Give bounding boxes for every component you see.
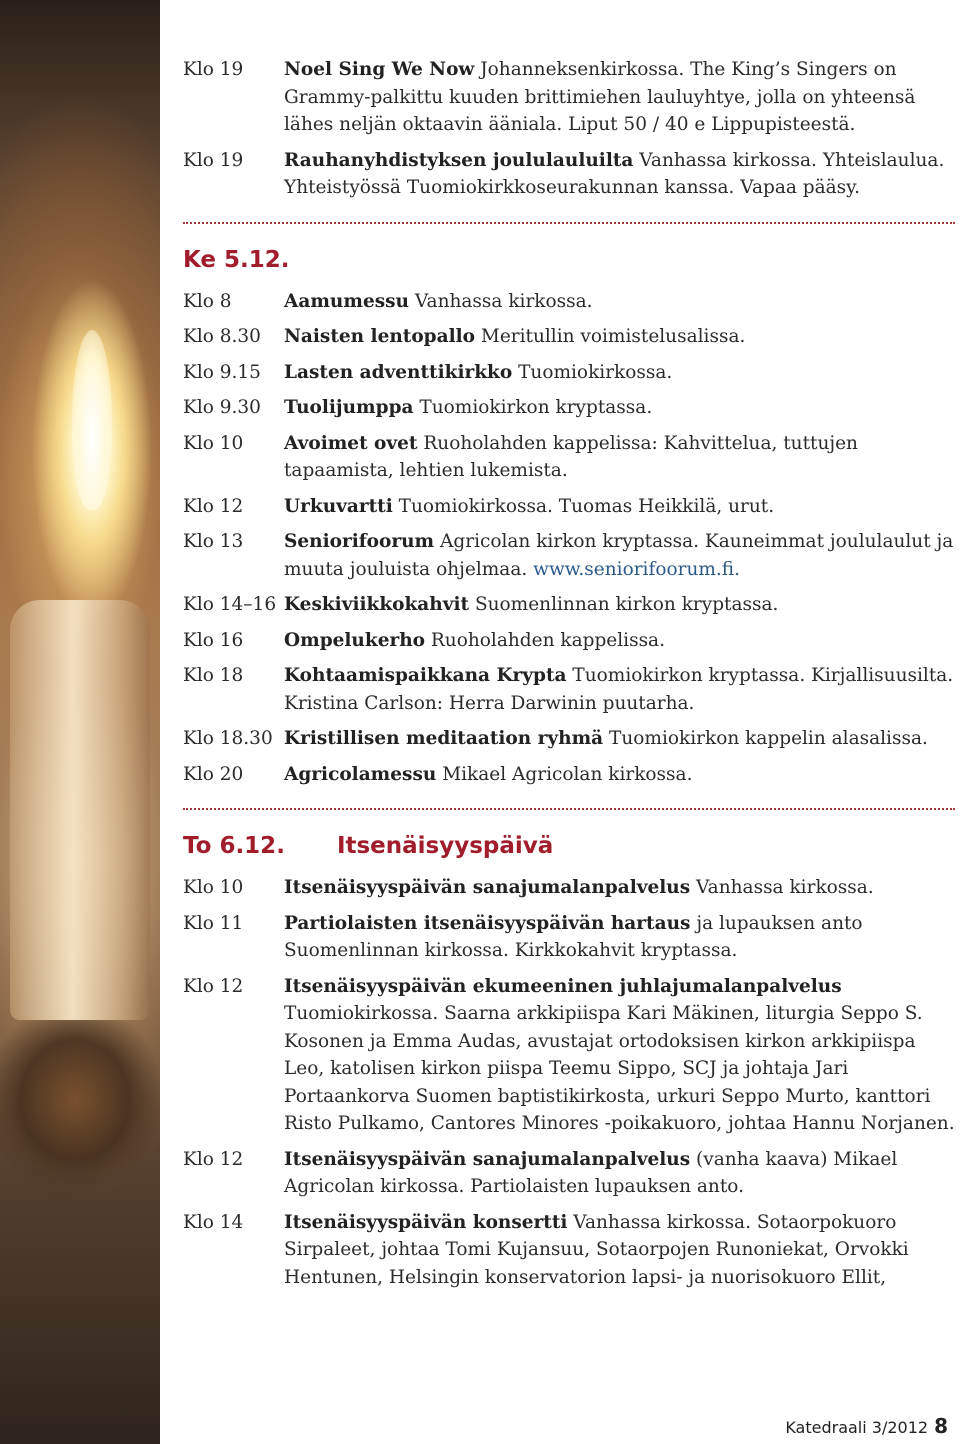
event-description (284, 288, 955, 316)
candle-body (10, 600, 150, 1020)
event-text: Meritullin voimistelusalissa. (475, 326, 746, 347)
event-text: Ruoholahden kappelissa: Kahvittelua, tuttujen tapaamista, lehtien lukemista. (284, 432, 858, 481)
event-time: Klo 8.30 (183, 326, 261, 347)
event-time: Klo 10 (183, 432, 244, 454)
event-title: Lasten adventtikirkko (284, 361, 513, 383)
event-time: Klo 14 (183, 1211, 244, 1233)
event-text: Vanhassa kirkossa. Sotaorpokuoro Sirpaleet, johtaa Tomi Kujansuu, Sotaorpojen Runoniekat, Orvokki Hentunen, Helsingin konservatorion lapsi- ja nuorisokuoro Ellit, (284, 1211, 909, 1288)
event-text: ja lupauksen anto Suomenlinnan kirkossa. Kirkkokahvit kryptassa. (284, 912, 863, 961)
event-row (183, 528, 955, 583)
event-time: Klo 10 (183, 877, 244, 898)
event-description (284, 493, 955, 521)
event-title: Itsenäisyyspäivän sanajumalanpalvelus (284, 1148, 691, 1170)
event-row (183, 323, 955, 351)
event-row (183, 725, 955, 753)
event-title: Kristillisen meditaation ryhmä (284, 728, 604, 749)
event-row (183, 493, 955, 521)
event-description (284, 874, 955, 902)
event-title: Urkuvartti (284, 495, 393, 517)
page-footer (785, 1414, 948, 1438)
event-description (284, 323, 955, 351)
event-description (284, 591, 955, 619)
event-description (284, 528, 955, 583)
day-heading: Ke 5.12. (183, 246, 290, 273)
event-row (183, 662, 955, 717)
event-time: Klo 16 (183, 629, 244, 651)
event-text: Vanhassa kirkossa. Yhteislaulua. Yhteistyössä Tuomiokirkkoseurakunnan kanssa. Vapaa pääsy. (284, 149, 945, 198)
event-time: Klo 19 (183, 59, 244, 80)
dotted-divider (183, 222, 955, 224)
event-time: Klo 11 (183, 912, 244, 934)
event-text: Tuomiokirkon kryptassa. Kirjallisuusilta. Kristina Carlson: Herra Darwinin puutarha. (284, 665, 954, 714)
event-row (183, 56, 955, 139)
website-link[interactable]: www.seniorifoorum.fi. (533, 558, 740, 580)
event-description (284, 147, 955, 202)
event-time: Klo 19 (183, 149, 244, 171)
event-row (183, 874, 955, 902)
event-time: Klo 14–16 (183, 594, 277, 615)
event-text: Tuomiokirkon kappelin alasalissa. (603, 728, 928, 749)
event-description (284, 725, 955, 753)
event-title: Kohtaamispaikkana Krypta (284, 665, 567, 686)
event-listing (183, 56, 955, 1291)
event-text: Tuomiokirkossa. (512, 361, 673, 383)
event-title: Naisten lentopallo (284, 326, 475, 347)
event-title: Ompelukerho (284, 629, 425, 651)
candle-holder (0, 1020, 160, 1260)
event-title: Tuolijumppa (284, 397, 414, 418)
event-time: Klo 18.30 (183, 728, 273, 749)
event-description (284, 56, 955, 139)
event-row (183, 910, 955, 965)
event-text: Vanhassa kirkossa. (690, 877, 874, 898)
event-title: Agricolamessu (284, 763, 437, 785)
event-row (183, 1146, 955, 1201)
day-heading (183, 832, 955, 860)
event-text: Ruoholahden kappelissa. (425, 629, 665, 651)
page-number: 8 (934, 1414, 948, 1438)
event-title: Seniorifoorum (284, 531, 435, 552)
event-time: Klo 18 (183, 665, 244, 686)
event-row (183, 359, 955, 387)
event-title: Itsenäisyyspäivän sanajumalanpalvelus (284, 877, 691, 898)
event-text: Agricolan kirkon kryptassa. Kauneimmat joululaulut ja muuta jouluista ohjelmaa. (284, 531, 954, 580)
event-title: Partiolaisten itsenäisyyspäivän hartaus (284, 912, 691, 934)
event-row (183, 591, 955, 619)
event-text: Vanhassa kirkossa. (409, 290, 593, 312)
event-time: Klo 12 (183, 495, 244, 517)
event-text: (vanha kaava) Mikael Agricolan kirkossa. Partiolaisten lupauksen anto. (284, 1148, 898, 1197)
event-title: Aamumessu (284, 290, 409, 312)
event-description (284, 1146, 955, 1201)
event-row (183, 430, 955, 485)
event-time: Klo 12 (183, 975, 244, 997)
event-title: Keskiviikkokahvit (284, 594, 470, 615)
event-row (183, 394, 955, 422)
candle-flame (72, 330, 112, 510)
candle-photo (0, 0, 160, 1444)
event-row (183, 1209, 955, 1292)
event-description (284, 627, 955, 655)
event-description (284, 761, 955, 789)
event-time: Klo 12 (183, 1148, 244, 1170)
event-text: Suomenlinnan kirkon kryptassa. (469, 594, 779, 615)
event-description (284, 430, 955, 485)
publication-name: Katedraali 3/2012 (785, 1418, 929, 1437)
event-row (183, 147, 955, 202)
event-row (183, 627, 955, 655)
event-description (284, 910, 955, 965)
event-title: Avoimet ovet (284, 432, 418, 454)
event-text: Tuomiokirkon kryptassa. (413, 397, 653, 418)
event-description (284, 973, 955, 1138)
event-description (284, 662, 955, 717)
event-description (284, 394, 955, 422)
event-text: Tuomiokirkossa. Saarna arkkipiispa Kari Mäkinen, liturgia Seppo S. Kosonen ja Emma Audas, avustajat ortodoksisen kirkon arkkipiispa Leo, katolisen kirkon piispa Teemu Sippo, SCJ ja johtaja Jari Portaankorva Suomen baptistikirkosta, urkuri Seppo Murto, kanttori Risto Pulkamo, Cantores Minores -poikakuoro, johtaa Hannu Norjanen. (284, 1003, 955, 1134)
event-text: Mikael Agricolan kirkossa. (436, 763, 693, 785)
event-time: Klo 20 (183, 763, 244, 785)
event-title: Rauhanyhdistyksen joululauluilta (284, 149, 634, 171)
event-time: Klo 8 (183, 290, 232, 312)
event-description (284, 1209, 955, 1292)
event-text: Johanneksenkirkossa. The King’s Singers on Grammy-palkittu kuuden brittimiehen lauluyhtye, jolla on yhteensä lähes neljän oktaavin ääniala. Liput 50 / 40 e Lippupisteestä. (284, 59, 916, 135)
event-time: Klo 9.15 (183, 361, 261, 383)
day-subheading: Itsenäisyyspäivä (336, 833, 554, 859)
event-row (183, 288, 955, 316)
event-row (183, 761, 955, 789)
event-title: Itsenäisyyspäivän ekumeeninen juhlajumalanpalvelus (284, 975, 842, 997)
event-text: Tuomiokirkossa. Tuomas Heikkilä, urut. (392, 495, 775, 517)
event-time: Klo 9.30 (183, 397, 261, 418)
event-row (183, 973, 955, 1138)
day-date: To 6.12. (183, 833, 285, 859)
event-title: Itsenäisyyspäivän konsertti (284, 1211, 568, 1233)
event-title: Noel Sing We Now (284, 59, 475, 80)
event-description (284, 359, 955, 387)
event-time: Klo 13 (183, 531, 244, 552)
dotted-divider (183, 808, 955, 810)
